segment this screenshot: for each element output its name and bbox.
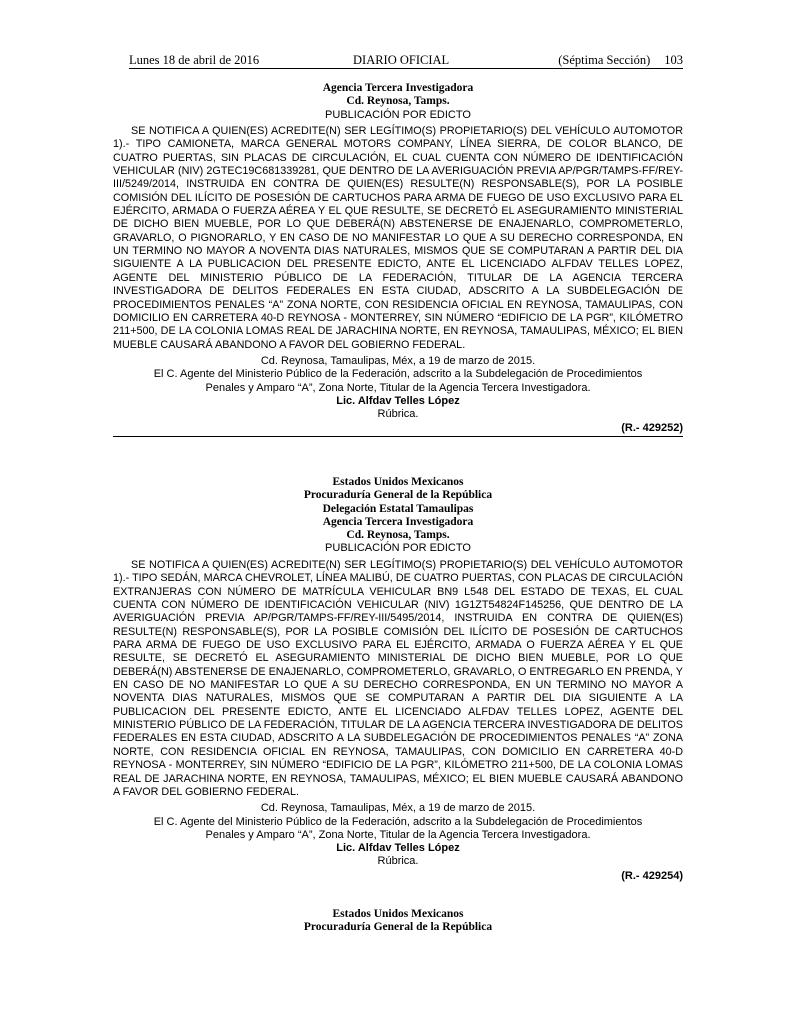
header-page-number: 103 [664,53,683,67]
notice-2-signer: Lic. Alfdav Telles López [336,842,460,855]
notice-2-body: SE NOTIFICA A QUIEN(ES) ACREDITE(N) SER LEGÍTIMO(S) PROPIETARIO(S) DEL VEHÍCULO AUTOMOTOR 1).- TIPO SEDÁN, MARCA CHEVROLET, LÍNEA MALIBÚ, DE CUATRO PUERTAS, CON PLACAS DE CIRCULACIÓN EXTRANJERAS CON NÚMERO DE MATRÍCULA VEHICULAR BN9 L548 DEL ESTADO DE TEXAS, EL CUAL CUENTA CON NÚMERO DE IDENTIFICACIÓN VEHICULAR (NIV) 1G1ZT54824F145256, QUE DENTRO DE LA AVERIGUACIÓN PREVIA AP/PGR/TAMPS-FF/REY-III/5495/2014, INSTRUIDA EN CONTRA DE QUIEN(ES) RESULTE(N) RESPONSABLE(S), POR LA POSIBLE COMISIÓN DEL ILÍCITO DE POSESIÓN DE CARTUCHOS PARA ARMA DE FUEGO DE USO EXCLUSIVO PARA EL EJÉRCITO, ARMADA O FUERZA AÉREA Y EL QUE RESULTE, SE DECRETÓ EL ASEGURAMIENTO MINISTERIAL DE DICHO BIEN MUEBLE, POR LO QUE DEBERÁ(N) ABSTENERSE DE ENAJENARLO, COMPROMETERLO, GRAVARLO, O ENTREGARLO EN PRENDA, Y EN CASO DE NO MANIFESTAR LO QUE A SU DERECHO CORRESPONDA, EN UN TERMINO NO MAYOR A NOVENTA DIAS NATURALES, MISMOS QUE SE COMPUTARAN A PARTIR DEL DIA SIGUIENTE A LA PUBLICACION DEL PRESENTE EDICTO, ANTE EL LICENCIADO ALFDAV TELLES LOPEZ, AGENTE DEL MINISTERIO PÚBLICO DE LA FEDERACIÓN, TITULAR DE LA AGENCIA TERCERA INVESTIGADORA DE DELITOS FEDERALES EN ESTA CIUDAD, ADSCRITO A LA SUBDELEGACIÓN DE PROCEDIMIENTOS PENALES “A” ZONA NORTE, CON RESIDENCIA OFICIAL EN REYNOSA, TAMAULIPAS, CON DOMICILIO EN CARRETERA 40-D REYNOSA - MONTERREY, SIN NÚMERO “EDIFICIO DE LA PGR”, KILÓMETRO 211+500, DE LA COLONIA LOMAS REAL DE JARACHINA NORTE, EN REYNOSA, TAMAULIPAS, MÉXICO; EL BIEN MUEBLE CAUSARÁ ABANDONO A FAVOR DEL GOBIERNO FEDERAL. [113,558,683,798]
notice-2-reference: (R.- 429254) [621,869,683,882]
notice-2-heading-edict: PUBLICACIÓN POR EDICTO [325,542,471,555]
notice-2-heading-country: Estados Unidos Mexicanos [332,476,464,488]
notice-1-place-date: Cd. Reynosa, Tamaulipas, Méx, a 19 de marzo de 2015. [260,355,536,367]
notice-2-heading-attorney: Procuraduría General de la República [303,489,493,502]
notice-2-heading-agency: Agencia Tercera Investigadora [322,515,474,528]
notice-1-body: SE NOTIFICA A QUIEN(ES) ACREDITE(N) SER LEGÍTIMO(S) PROPIETARIO(S) DEL VEHÍCULO AUTOMOTOR 1).- TIPO CAMIONETA, MARCA GENERAL MOTORS COMPANY, LÍNEA SIERRA, DE COLOR BLANCO, DE CUATRO PUERTAS, SIN PLACAS DE CIRCULACIÓN, EL CUAL CUENTA CON NÚMERO DE IDENTIFICACIÓN VEHICULAR (NIV) 2GTEC19C681339281, QUE DENTRO DE LA AVERIGUACIÓN PREVIA AP/PGR/TAMPS-FF/REY-III/5249/2014, INSTRUIDA EN CONTRA DE QUIEN(ES) RESULTE(N) RESPONSABLE(S), POR LA POSIBLE COMISIÓN DEL ILÍCITO DE POSESIÓN DE CARTUCHOS PARA ARMA DE FUEGO DE USO EXCLUSIVO PARA EL EJÉRCITO, ARMADA O FUERZA AÉREA Y EL QUE RESULTE, SE DECRETÓ EL ASEGURAMIENTO MINISTERIAL DE DICHO BIEN MUEBLE, POR LO QUE DEBERÁ(N) ABSTENERSE DE ENAJENARLO, COMPROMETERLO, GRAVARLO, O PIGNORARLO, Y EN CASO DE NO MANIFESTAR LO QUE A SU DERECHO CORRESPONDA, EN UN TERMINO NO MAYOR A NOVENTA DIAS NATURALES, MISMOS QUE SE COMPUTARAN A PARTIR DEL DIA SIGUIENTE A LA PUBLICACION DEL PRESENTE EDICTO, ANTE EL LICENCIADO ALFDAV TELLES LOPEZ, AGENTE DEL MINISTERIO PÚBLICO DE LA FEDERACIÓN, TITULAR DE LA AGENCIA TERCERA INVESTIGADORA DE DELITOS FEDERALES EN ESTA CIUDAD, ADSCRITO A LA SUBDELEGACIÓN DE PROCEDIMIENTOS PENALES “A” ZONA NORTE, CON RESIDENCIA OFICIAL EN REYNOSA, TAMAULIPAS, CON DOMICILIO EN CARRETERA 40-D REYNOSA - MONTERREY, SIN NÚMERO “EDIFICIO DE LA PGR”, KILÓMETRO 211+500, DE LA COLONIA LOMAS REAL DE JARACHINA NORTE, EN REYNOSA, TAMAULIPAS, MÉXICO; EL BIEN MUEBLE CAUSARÁ ABANDONO A FAVOR DEL GOBIERNO FEDERAL. [113,124,683,351]
notice-2 [113,476,683,883]
notice-2-agent-line-2: Penales y Amparo “A”, Zona Norte, Titular de la Agencia Tercera Investigadora. [205,828,591,841]
notice-2-agent-line-1: El C. Agente del Ministerio Público de la Federación, adscrito a la Subdelegación de Procedimientos [153,815,643,828]
notice-1 [113,82,683,438]
header-section: (Séptima Sección) [558,53,651,67]
notice-1-agent-line-1: El C. Agente del Ministerio Público de la Federación, adscrito a la Subdelegación de Procedimientos [153,368,643,381]
notice-3-heading-attorney: Procuraduría General de la República [303,921,493,934]
notice-3 [113,908,683,935]
notice-2-heading-delegation: Delegación Estatal Tamaulipas [322,502,474,515]
notice-1-signature: Rúbrica. [377,408,419,421]
notice-1-heading-city: Cd. Reynosa, Tamps. [346,95,450,108]
notice-1-agent-line-2: Penales y Amparo “A”, Zona Norte, Titular de la Agencia Tercera Investigadora. [205,381,591,394]
notice-3-heading-country: Estados Unidos Mexicanos [332,908,464,920]
header-date: Lunes 18 de abril de 2016 [129,53,260,67]
notice-separator [113,436,683,437]
notice-1-reference: (R.- 429252) [621,422,683,435]
notice-2-heading-city: Cd. Reynosa, Tamps. [346,529,450,542]
notice-1-signer: Lic. Alfdav Telles López [336,394,460,407]
header-section-page [558,52,683,68]
notice-1-heading-edict: PUBLICACIÓN POR EDICTO [325,108,471,121]
header-publication: DIARIO OFICIAL [353,53,450,67]
notice-2-signature: Rúbrica. [377,855,419,868]
notice-2-place-date: Cd. Reynosa, Tamaulipas, Méx, a 19 de marzo de 2015. [260,802,536,815]
notice-1-heading-agency: Agencia Tercera Investigadora [322,82,474,94]
page-header [129,52,683,69]
